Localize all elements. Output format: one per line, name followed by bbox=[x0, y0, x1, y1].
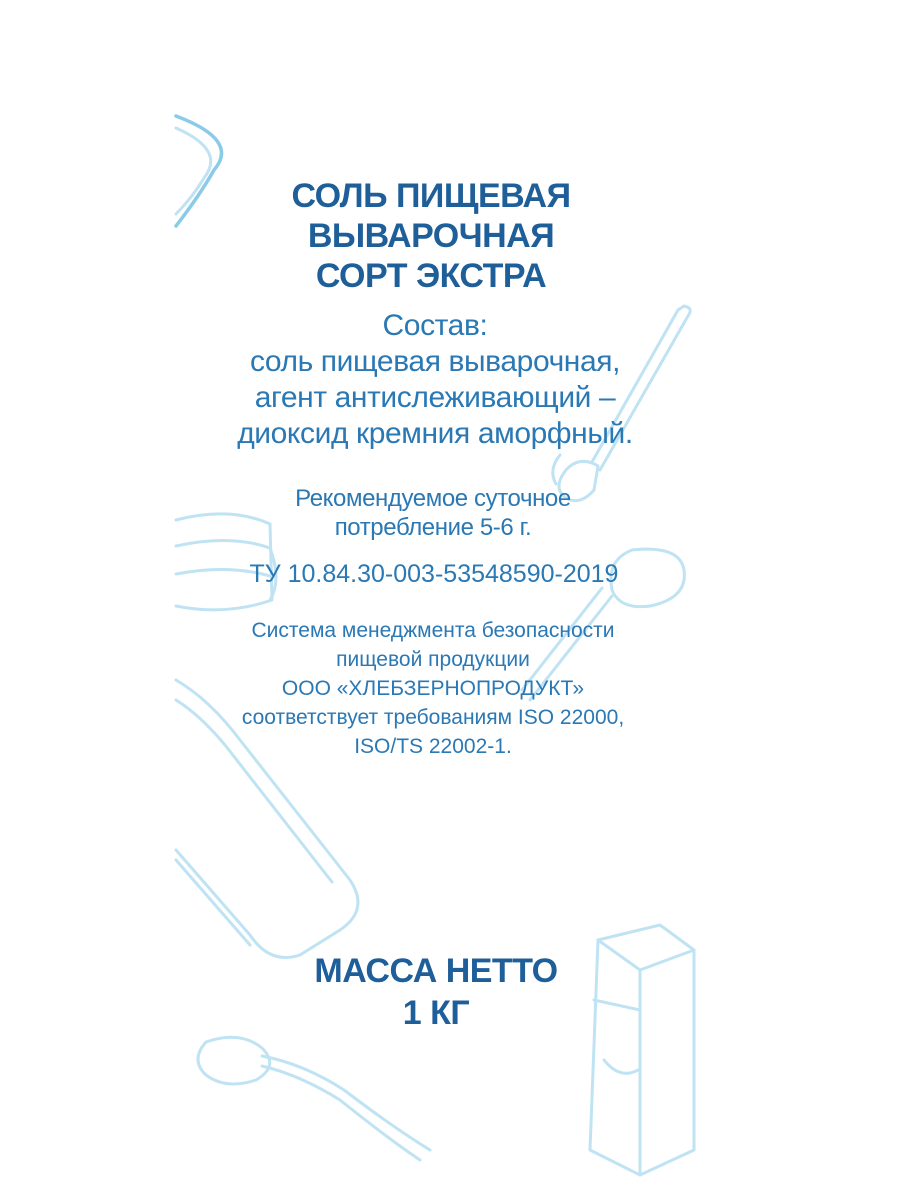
composition-heading: Состав: bbox=[382, 309, 488, 342]
net-mass-value: 1 КГ bbox=[402, 994, 470, 1032]
net-mass-label: МАССА НЕТТО bbox=[314, 952, 558, 990]
daily-intake-block bbox=[0, 484, 866, 542]
certification-line: Система менеджмента безопасности bbox=[251, 619, 615, 642]
tu-code: ТУ 10.84.30-003-53548590-2019 bbox=[249, 560, 619, 588]
composition-line: агент антислеживающий – bbox=[254, 381, 616, 414]
product-title bbox=[0, 176, 862, 296]
certification-line: соответствует требованиям ISO 22000, bbox=[241, 706, 625, 729]
daily-intake-line: Рекомендуемое суточное bbox=[295, 485, 571, 512]
certification-line: пищевой продукции bbox=[336, 648, 530, 671]
composition-line: диоксид кремния аморфный. bbox=[237, 417, 633, 450]
certification-line: ООО «ХЛЕБЗЕРНОПРОДУКТ» bbox=[281, 677, 585, 700]
certification-line: ISO/TS 22002-1. bbox=[354, 735, 512, 758]
daily-intake-line: потребление 5-6 г. bbox=[334, 514, 532, 541]
composition-block bbox=[0, 308, 870, 452]
product-title-line: СОЛЬ ПИЩЕВАЯ bbox=[291, 177, 571, 215]
certification-block bbox=[0, 616, 866, 761]
net-mass-block bbox=[0, 950, 872, 1034]
composition-line: соль пищевая выварочная, bbox=[249, 345, 621, 378]
product-title-line: СОРТ ЭКСТРА bbox=[315, 257, 547, 295]
product-title-line: ВЫВАРОЧНАЯ bbox=[307, 217, 555, 255]
